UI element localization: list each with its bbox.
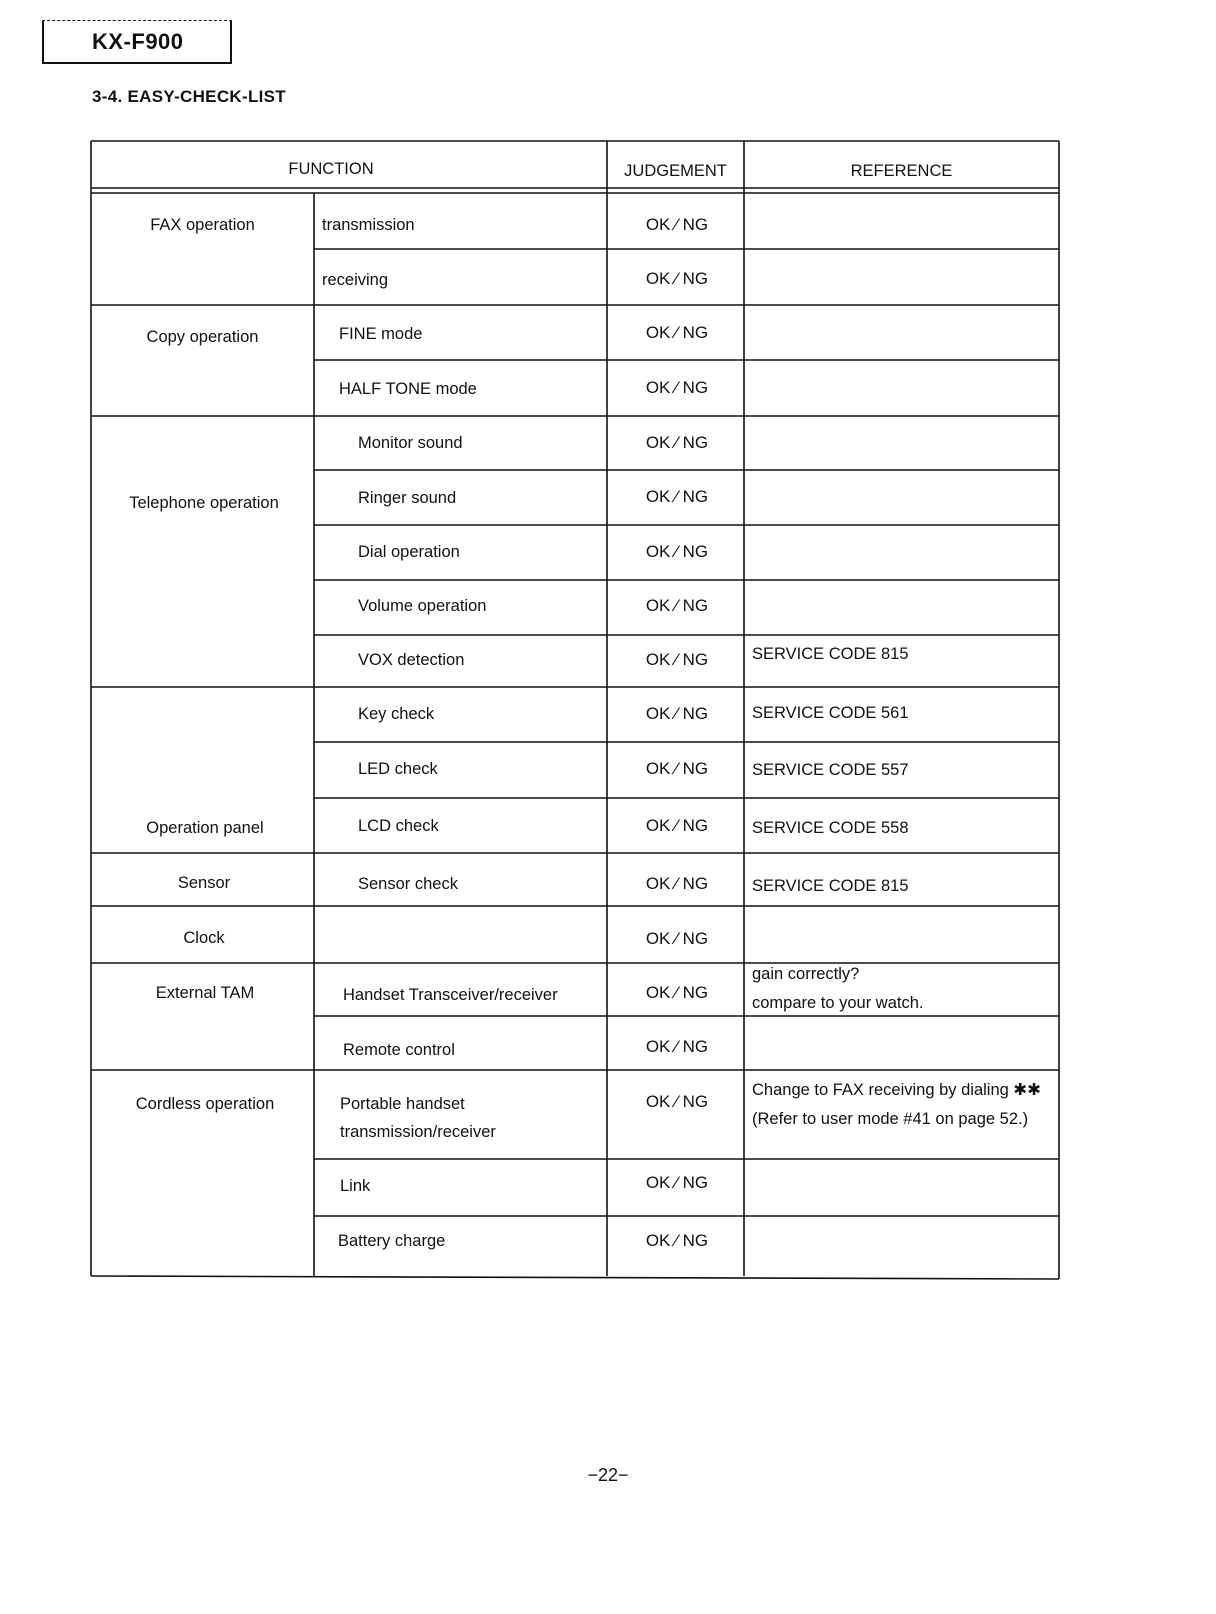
row-judgement: OK ⁄ NG <box>645 874 709 893</box>
row-judgement: OK ⁄ NG <box>645 816 709 835</box>
row-item: Key check <box>358 705 435 723</box>
row-judgement: OK ⁄ NG <box>645 650 709 669</box>
page-number: −22− <box>587 1465 629 1485</box>
header-judgement: JUDGEMENT <box>624 162 727 180</box>
row-reference-line1: Change to FAX receiving by dialing ✱✱ <box>752 1081 1042 1099</box>
group-fax-operation: FAX operation <box>150 216 255 234</box>
model-label: KX-F900 <box>92 29 184 54</box>
row-judgement: OK ⁄ NG <box>645 983 709 1002</box>
header-reference: REFERENCE <box>850 162 953 180</box>
row-judgement: OK ⁄ NG <box>645 596 709 615</box>
row-reference-line1: gain correctly? <box>752 965 860 983</box>
group-cordless-operation: Cordless operation <box>135 1095 275 1113</box>
row-item: Battery charge <box>338 1232 446 1250</box>
row-item: Dial operation <box>358 543 460 561</box>
row-reference: SERVICE CODE 561 <box>752 704 909 722</box>
row-judgement: OK ⁄ NG <box>645 1173 709 1192</box>
row-item: LED check <box>358 760 438 778</box>
row-item: Handset Transceiver/receiver <box>343 986 558 1004</box>
row-reference: SERVICE CODE 557 <box>752 761 909 779</box>
group-operation-panel: Operation panel <box>146 819 264 837</box>
row-reference: SERVICE CODE 558 <box>752 819 909 837</box>
row-item: Volume operation <box>358 597 487 615</box>
row-reference-line2: (Refer to user mode #41 on page 52.) <box>752 1110 1029 1128</box>
group-clock: Clock <box>183 929 225 947</box>
row-judgement: OK ⁄ NG <box>645 542 709 561</box>
row-item: receiving <box>322 271 389 289</box>
row-item: FINE mode <box>339 325 423 343</box>
section-title: 3-4. EASY-CHECK-LIST <box>92 87 286 106</box>
row-judgement: OK ⁄ NG <box>645 1037 709 1056</box>
row-judgement: OK ⁄ NG <box>645 323 709 342</box>
row-judgement: OK ⁄ NG <box>645 759 709 778</box>
group-external-tam: External TAM <box>155 984 255 1002</box>
row-judgement: OK ⁄ NG <box>645 929 709 948</box>
row-item-line1: Portable handset <box>340 1095 465 1113</box>
row-item: Ringer sound <box>358 489 457 507</box>
row-judgement: OK ⁄ NG <box>645 433 709 452</box>
group-sensor: Sensor <box>177 874 231 892</box>
row-reference-line2: compare to your watch. <box>752 994 924 1012</box>
row-judgement: OK ⁄ NG <box>645 378 709 397</box>
row-judgement: OK ⁄ NG <box>645 1231 709 1250</box>
row-item-line2: transmission/receiver <box>340 1123 496 1141</box>
row-item: LCD check <box>358 817 439 835</box>
row-judgement: OK ⁄ NG <box>645 704 709 723</box>
group-telephone-operation: Telephone operation <box>129 494 279 512</box>
row-item: VOX detection <box>358 651 465 669</box>
row-item: transmission <box>322 216 415 234</box>
row-item: Sensor check <box>358 875 458 893</box>
row-item: Link <box>340 1177 371 1195</box>
header-function: FUNCTION <box>288 160 374 178</box>
row-judgement: OK ⁄ NG <box>645 487 709 506</box>
row-judgement: OK ⁄ NG <box>645 269 709 288</box>
row-judgement: OK ⁄ NG <box>645 215 709 234</box>
row-judgement: OK ⁄ NG <box>645 1092 709 1111</box>
row-reference: SERVICE CODE 815 <box>752 645 909 663</box>
row-reference: SERVICE CODE 815 <box>752 877 909 895</box>
row-item: Remote control <box>343 1041 455 1059</box>
row-item: Monitor sound <box>358 434 463 452</box>
group-copy-operation: Copy operation <box>146 328 259 346</box>
row-item: HALF TONE mode <box>339 380 477 398</box>
